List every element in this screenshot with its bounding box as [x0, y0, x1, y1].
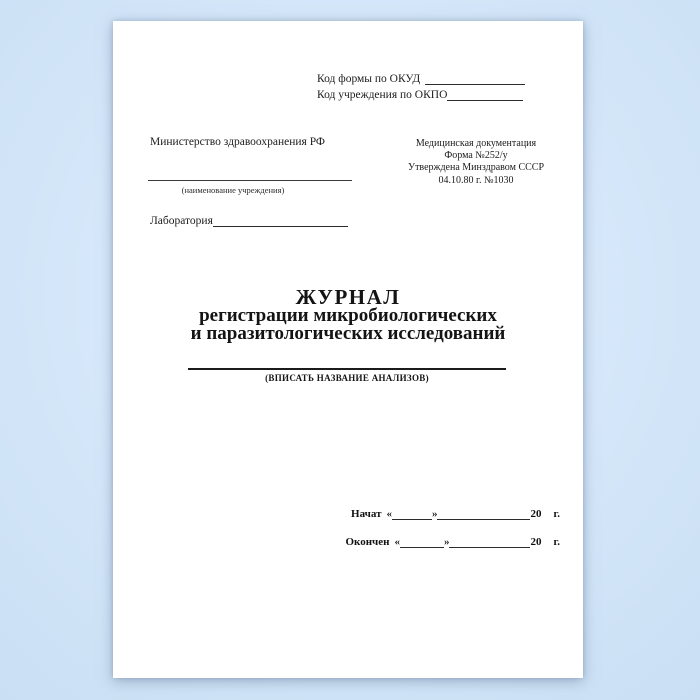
journal-title-line1: ЖУРНАЛ: [295, 285, 401, 309]
started-year-suffix: г.: [553, 508, 560, 520]
form-number-line: Форма №252/у: [444, 150, 508, 162]
finished-label: Окончен: [345, 536, 390, 548]
medical-documentation-block: [403, 138, 549, 187]
finished-year-prefix: 20: [530, 536, 542, 548]
institution-blank-line: [148, 180, 352, 181]
finished-month-blank-line: [449, 537, 530, 548]
quote-close: »: [443, 536, 450, 548]
analyses-blank-line: [188, 368, 506, 370]
analyses-caption: (ВПИСАТЬ НАЗВАНИЕ АНАЛИЗОВ): [265, 373, 429, 383]
quote-open: «: [394, 536, 400, 548]
finished-date-row: [345, 536, 560, 548]
finished-year-suffix: г.: [553, 536, 560, 548]
laboratory-blank-line: [213, 216, 348, 227]
started-label: Начат: [351, 508, 382, 520]
journal-title: [113, 287, 583, 343]
institution-caption: (наименование учреждения): [181, 185, 285, 195]
medical-documentation-line: Медицинская документация: [415, 138, 537, 149]
form-codes-block: [317, 71, 525, 103]
ministry-label: Министерство здравоохранения РФ: [150, 136, 326, 148]
okud-code-row: [317, 71, 525, 87]
laboratory-row: [150, 215, 348, 227]
journal-title-line2: регистрации микробиологических: [199, 305, 497, 326]
started-month-blank-line: [437, 509, 530, 520]
approved-by-line: Утверждена Минздравом СССР: [407, 162, 545, 174]
okpo-code-row: [317, 87, 525, 103]
started-date-row: [351, 508, 560, 520]
document-page: [113, 21, 583, 678]
laboratory-label: Лаборатория: [150, 215, 213, 227]
quote-open: «: [386, 508, 392, 520]
finished-day-blank-line: [400, 537, 444, 548]
okpo-code-label: Код учреждения по ОКПО: [317, 89, 448, 101]
journal-title-line3: и паразитологических исследований: [190, 323, 506, 344]
okpo-blank-line: [447, 90, 523, 101]
started-year-prefix: 20: [530, 508, 542, 520]
okud-code-label: Код формы по ОКУД: [317, 73, 421, 85]
quote-close: »: [431, 508, 438, 520]
okud-blank-line: [425, 74, 525, 85]
approval-date-line: 04.10.80 г. №1030: [438, 174, 514, 186]
started-day-blank-line: [392, 509, 432, 520]
